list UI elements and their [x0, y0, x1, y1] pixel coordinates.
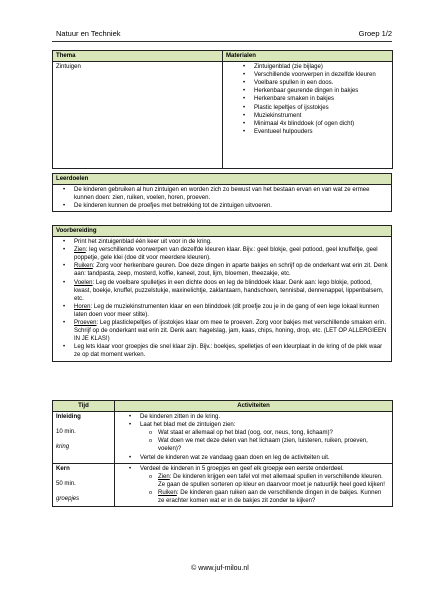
inleiding-location: kring: [56, 444, 70, 451]
leerdoelen-table: [52, 173, 392, 212]
kern-activity-cell: [115, 463, 393, 506]
list-item: • Vertel de kinderen wat ze vandaag gaan doen en leg de activiteiten uit.: [140, 454, 389, 462]
header-divider: [52, 41, 392, 42]
item-label: Zien: [158, 473, 170, 480]
kern-sublist: [140, 473, 389, 505]
sub-item: [158, 489, 389, 505]
item-label: Ruiken: [74, 263, 93, 270]
activiteiten-heading: Activiteiten: [115, 401, 393, 412]
thema-value: Zintuigen: [53, 62, 223, 169]
list-item: • Leg lets klaar voor groepjes die snel klaar zijn. Bijv.: boekjes, spelletjes of een kleurplaat in de kring of de plek waar ze op dat moment werken.: [74, 343, 388, 359]
sub-item: [158, 473, 389, 489]
inleiding-activity-cell: [115, 412, 393, 464]
list-item: [74, 262, 388, 278]
leerdoelen-list: [56, 186, 388, 210]
inleiding-sublist: [140, 429, 389, 453]
list-item: • De kinderen zitten in de kring.: [140, 413, 389, 421]
list-item: [140, 465, 389, 505]
inleiding-tijd-cell: [53, 412, 115, 464]
thema-heading: Thema: [53, 51, 223, 62]
copyright-footer[interactable]: © www.juf-milou.nl: [191, 565, 249, 572]
item-label: Zien: [74, 247, 86, 254]
inleiding-title: Inleiding: [56, 414, 81, 421]
item-text: : leg verschillende voorwerpen van dezelfde kleuren klaar. Bijv.: geel blokje, geel potlood, geel knuffeltje, geel poppetje, gele klei (doe dit voor meerdere kleuren).: [74, 247, 378, 262]
item-label: Ruiken: [158, 489, 177, 496]
sub-item: o Wat staat er allemaal op het blad (oog, oor, neus, tong, lichaam)?: [158, 429, 389, 437]
materialen-heading: Materialen: [223, 51, 393, 62]
list-item: • Herkenbare smaken in bakjes: [254, 95, 389, 103]
list-item: [74, 279, 388, 303]
item-text: Laat het blad met de zintuigen zien:: [140, 422, 236, 429]
kern-tijd-cell: [53, 463, 115, 506]
kern-duration: 50 min.: [56, 480, 76, 487]
item-label: Horen: [74, 303, 91, 310]
inleiding-list: [118, 413, 389, 462]
list-item: • De kinderen kunnen de proefjes met betrekking tot de zintuigen uitvoeren.: [74, 202, 388, 210]
item-text: : Leg plasticlepeltjes of ijsstokjes klaar om mee te proeven. Zorg voor bakjes met verschillende smaken erin. Schrijf op de onderkant wat erin zit. Denk aan: hagelslag, jam, kaas, chips, honing, drop, etc. (LET OP ALLERGIEEN IN JE KLAS!): [74, 320, 387, 343]
materialen-cell: [223, 62, 393, 169]
list-item: [74, 246, 388, 262]
item-text: : Zorg voor herkenbare geuren. Doe deze dingen in aparte bakjes en schrijf op de onderkant wat erin zit. Denk aan: tandpasta, zeep, mosterd, koffie, kaneel, zout, lijm, bloemen, theezakje, etc.: [74, 263, 388, 278]
item-text: : Leg de muziekinstrumenten klaar en een blinddoek (dit proefje zou je in de gang of een lege lokaal kunnen laten doen voor meer stilte).: [74, 303, 380, 318]
voorbereiding-list: [56, 238, 388, 359]
inleiding-duration: 10 min.: [56, 429, 76, 436]
voorbereiding-heading: Voorbereiding: [53, 226, 392, 237]
kern-location: groepjes: [56, 495, 80, 502]
list-item: [74, 319, 388, 343]
voorbereiding-cell: [53, 237, 392, 361]
kern-list: [118, 465, 389, 505]
thema-materialen-table: [52, 50, 393, 169]
list-item: • Herkenbaar geurende dingen in bakjes: [254, 87, 389, 95]
item-text: : De kinderen gaan ruiken aan de verschillende dingen in de bakjes. Kunnen ze erachter komen wat er in de bakjes zit zonder te kijken?: [158, 489, 382, 505]
voorbereiding-table: [52, 225, 392, 362]
list-item: • De kinderen gebruiken al hun zintuigen en worden zich zo bewust van het bestaan ervan en van wat ze ermee kunnen doen: zien, ruiken, voelen, horen, proeven.: [74, 186, 388, 202]
list-item: • Muziekinstrument: [254, 112, 389, 120]
group-header: Groep 1/2: [358, 29, 392, 38]
item-label: Voelen: [74, 279, 93, 286]
list-item: • Zintuigenblad (zie bijlage): [254, 63, 389, 71]
subject-header: Natuur en Techniek: [56, 29, 121, 38]
list-item: • Print het zintuigenblad één keer uit voor in de kring.: [74, 238, 388, 246]
item-text: : De kinderen krijgen een tafel vol met allemaal spullen in verschillende kleuren. Ze gaan de spullen sorteren op kleur en daarvoor moet je natuurlijk heel goed kijken!: [158, 473, 385, 488]
list-item: • Plastic lepeltjes of ijsstokjes: [254, 104, 389, 112]
materialen-list: [226, 63, 389, 136]
kern-title: Kern: [56, 465, 70, 472]
activiteiten-table: [52, 400, 393, 507]
sub-item: o Wat doen we met deze delen van het lichaam (zien, luisteren, ruiken, proeven, voelen)?: [158, 437, 389, 453]
tijd-heading: Tijd: [53, 401, 115, 412]
list-item: [74, 303, 388, 319]
item-text: : Leg de voelbare spulletjes in een dichte doos en leg de blinddoek klaar. Denk aan: lego blokje, potlood, kwast, boekje, knuffel, puzzelstukje, waxinelichtje, zaklantaarn, handschoen, tennisbal, dennenappel, lippenbalsem, etc.: [74, 279, 384, 302]
leerdoelen-heading: Leerdoelen: [53, 174, 392, 185]
list-item: • Verschillende voorwerpen in dezelfde kleuren: [254, 71, 389, 79]
list-item: [140, 421, 389, 453]
list-item: • Minimaal 4x blinddoek (of ogen dicht): [254, 120, 389, 128]
list-item: • Voelbare spullen in een doos.: [254, 79, 389, 87]
leerdoelen-cell: [53, 185, 392, 212]
item-text: Verdeel de kinderen in 5 groepjes en geef elk groepje een eerste onderdeel.: [140, 465, 344, 472]
item-label: Proeven: [74, 320, 97, 327]
list-item: • Eventueel hulpouders: [254, 128, 389, 136]
